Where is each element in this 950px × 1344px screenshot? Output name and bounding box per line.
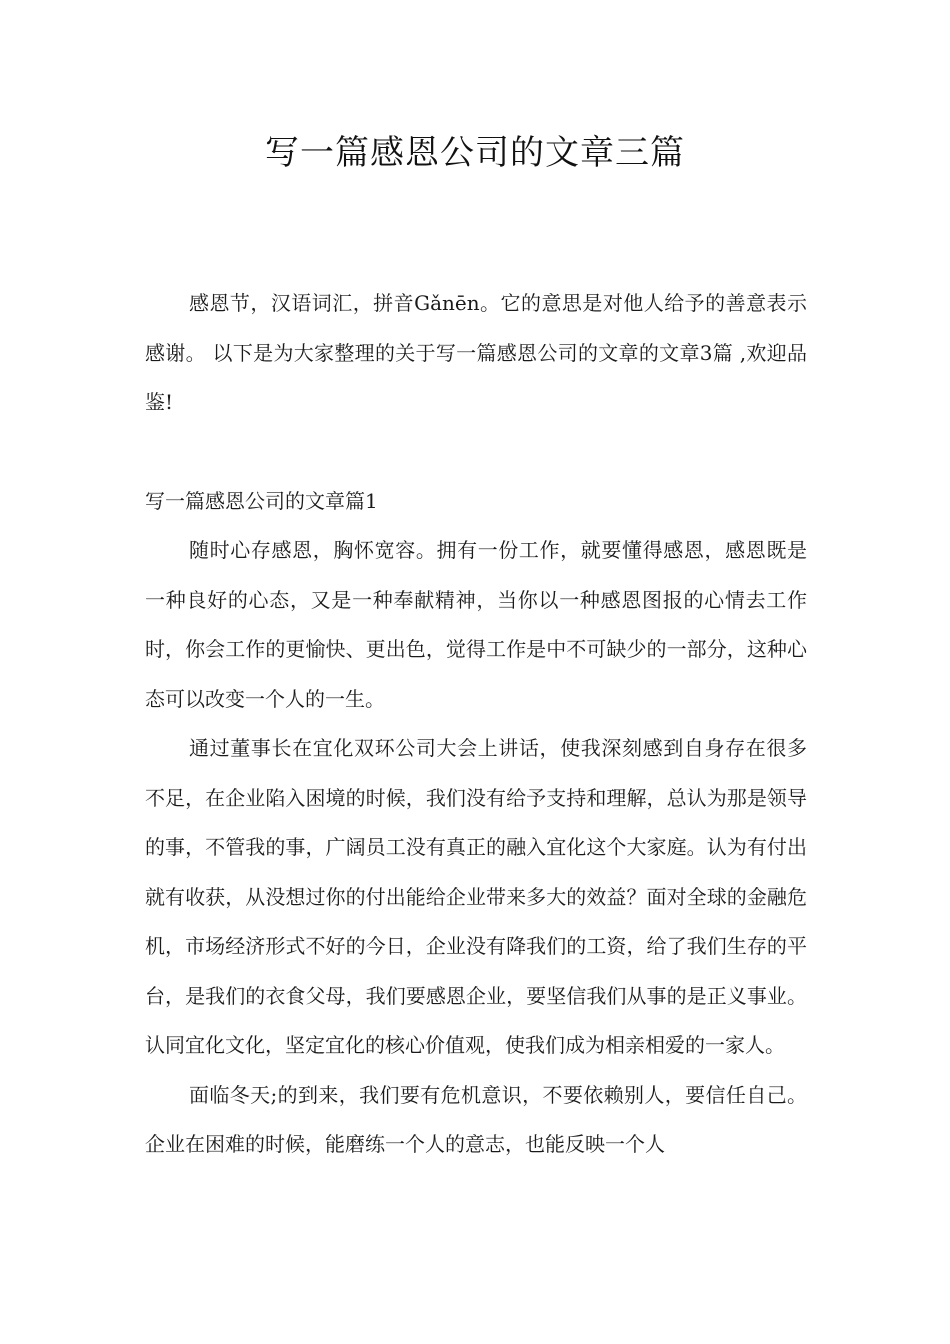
paragraph-spacer [145, 428, 807, 477]
section-heading: 写一篇感恩公司的文章篇1 [145, 488, 378, 513]
body-paragraph-2: 通过董事长在宜化双环公司大会上讲话，使我深刻感到自身存在很多不足，在企业陷入困境的时候，我们没有给予支持和理解，总认为那是领导的事，不管我的事，广阔员工没有真正的融入宜化这个大家庭。认为有付出就有收获，从没想过你的付出能给企业带来多大的效益？面对全球的金融危机，市场经济形式不好的今日，企业没有降我们的工资，给了我们生存的平台，是我们的衣食父母，我们要感恩企业，要坚信我们从事的是正义事业。认同宜化文化，坚定宜化的核心价值观，使我们成为相亲相爱的一家人。 [145, 736, 807, 1057]
document-title: 写一篇感恩公司的文章三篇 [265, 133, 685, 173]
body-paragraph-3: 面临冬天;的到来，我们要有危机意识，不要依赖别人，要信任自己。企业在困难的时候，能磨练一个人的意志，也能反映一个人 [145, 1082, 807, 1156]
document-body [145, 279, 807, 1170]
intro-paragraph: 感恩节，汉语词汇，拼音Gǎnēn。它的意思是对他人给予的善意表示感谢。 以下是为大家整理的关于写一篇感恩公司的文章的文章3篇 ,欢迎品鉴! [145, 291, 807, 414]
body-paragraph-1: 随时心存感恩，胸怀宽容。拥有一份工作，就要懂得感恩，感恩既是一种良好的心态，又是一种奉献精神，当你以一种感恩图报的心情去工作时，你会工作的更愉快、更出色，觉得工作是中不可缺少的一部分，这种心态可以改变一个人的一生。 [145, 538, 807, 711]
